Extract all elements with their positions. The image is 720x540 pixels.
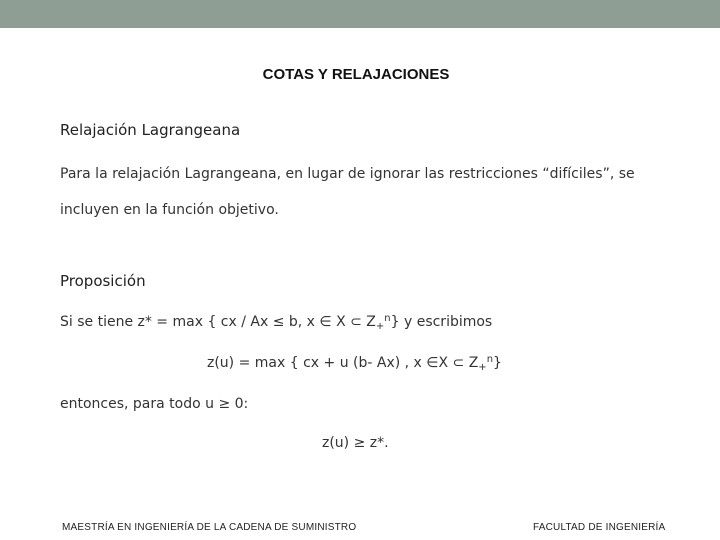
formula-line-1-prefix: Si se tiene z* = max { cx / Ax ≤ b, x ∈ X ⊂ Z — [60, 314, 376, 330]
formula-line-3: entonces, para todo u ≥ 0: — [60, 396, 249, 412]
top-accent-bar — [0, 0, 720, 28]
formula-line-4: z(u) ≥ z*. — [322, 435, 389, 451]
formula-line-1-sup: n — [384, 313, 391, 324]
intro-paragraph: Para la relajación Lagrangeana, en lugar de ignorar las restricciones “difíciles”, se incluyen en la función objetivo. — [60, 166, 635, 218]
formula-line-1-suffix: } y escribimos — [390, 314, 493, 330]
formula-line-1 — [60, 313, 492, 332]
proposition-heading: Proposición — [60, 272, 146, 290]
slide-title: COTAS Y RELAJACIONES — [262, 66, 450, 83]
formula-line-2 — [207, 354, 502, 373]
formula-line-1-sub: + — [375, 321, 385, 332]
section-heading: Relajación Lagrangeana — [60, 121, 241, 139]
formula-line-2-sub: + — [478, 362, 487, 373]
formula-line-2-suffix: } — [493, 355, 502, 371]
footer-left: MAESTRÍA EN INGENIERÍA DE LA CADENA DE SUMINISTRO — [62, 522, 357, 533]
formula-line-2-prefix: z(u) = max { cx + u (b- Ax) , x ∈X ⊂ Z — [207, 355, 479, 371]
footer-right: FACULTAD DE INGENIERÍA — [533, 522, 666, 533]
formula-line-2-sup: n — [486, 354, 494, 365]
